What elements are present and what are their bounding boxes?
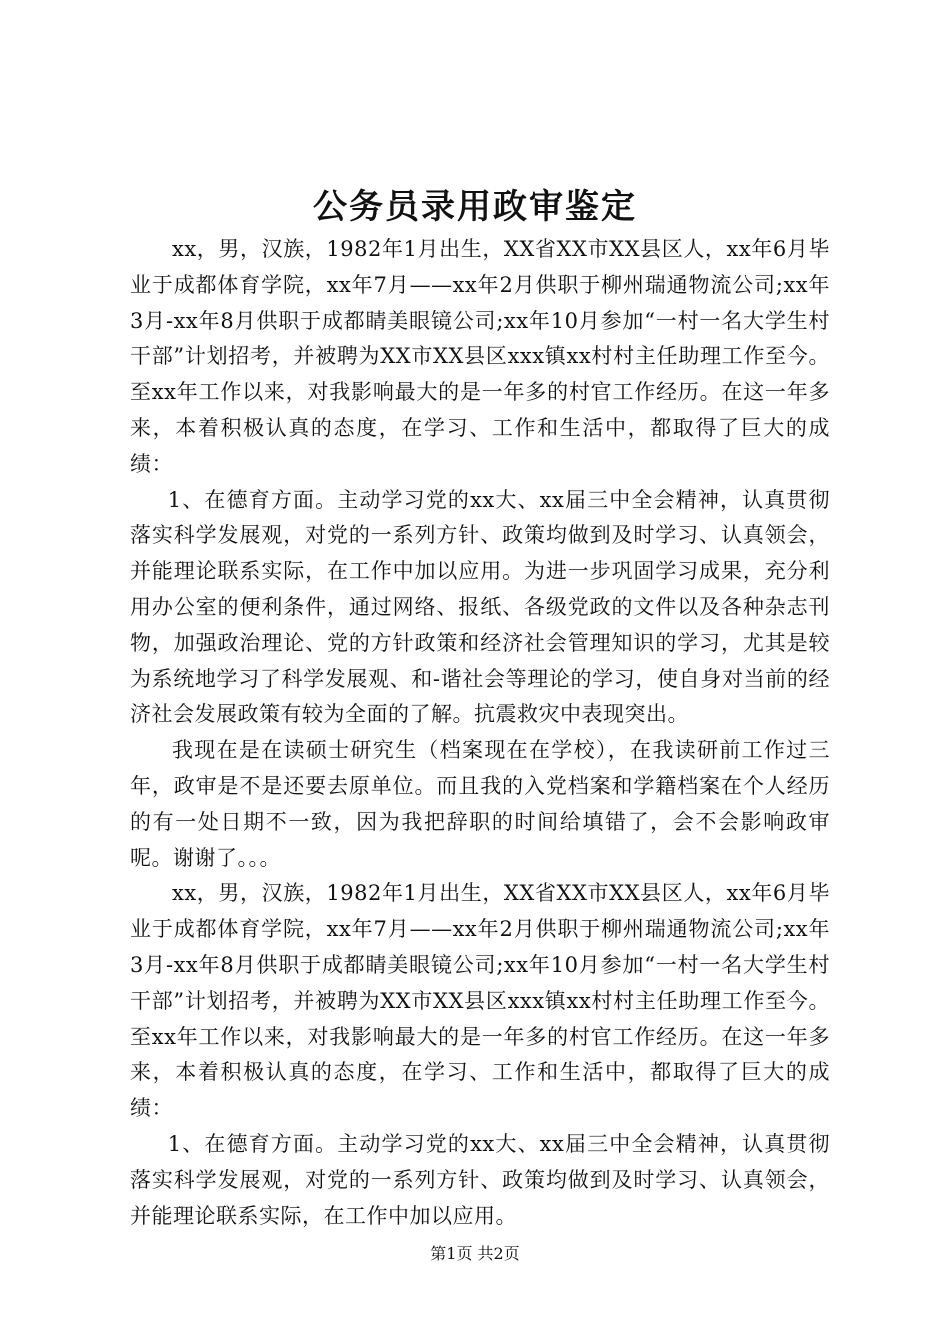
document-body (130, 232, 830, 1234)
paragraph-moral-education: 1、在德育方面。主动学习党的xx大、xx届三中全会精神，认真贯彻落实科学发展观，对党的一系列方针、政策均做到及时学习、认真领会，并能理论联系实际，在工作中加以应用。为进一步巩固学习成果，充分利用办公室的便利条件，通过网络、报纸、各级党政的文件以及各种杂志刊物，加强政治理论、党的方针政策和经济社会管理知识的学习，尤其是较为系统地学习了科学发展观、和-谐社会等理论的学习，使自身对当前的经济社会发展政策有较为全面的了解。抗震救灾中表现突出。 (130, 487, 830, 727)
page-title: 公务员录用政审鉴定 (313, 187, 637, 227)
page-footer: 第1页 共2页 (430, 1244, 520, 1263)
paragraph-question: 我现在是在读硕士研究生（档案现在在学校），在我读研前工作过三年，政审是不是还要去原单位。而且我的入党档案和学籍档案在个人经历的有一处日期不一致，因为我把辞职的时间给填错了，会不会影响政审呢。谢谢了。。。 (130, 738, 830, 870)
paragraph-moral-education-repeat: 1、在德育方面。主动学习党的xx大、xx届三中全会精神，认真贯彻落实科学发展观，对党的一系列方针、政策均做到及时学习、认真领会，并能理论联系实际，在工作中加以应用。 (130, 1131, 830, 1228)
paragraph-intro-repeat: xx，男，汉族，1982年1月出生，XX省XX市XX县区人，xx年6月毕业于成都体育学院，xx年7月——xx年2月供职于柳州瑞通物流公司;xx年3月-xx年8月供职于成都睛美眼镜公司;xx年10月参加“一村一名大学生村干部”计划招考，并被聘为XX市XX县区xxx镇xx村村主任助理工作至今。至xx年工作以来，对我影响最大的是一年多的村官工作经历。在这一年多来，本着积极认真的态度，在学习、工作和生活中，都取得了巨大的成绩： (130, 881, 830, 1121)
paragraph-intro: xx，男，汉族，1982年1月出生，XX省XX市XX县区人，xx年6月毕业于成都体育学院，xx年7月——xx年2月供职于柳州瑞通物流公司;xx年3月-xx年8月供职于成都睛美眼镜公司;xx年10月参加“一村一名大学生村干部”计划招考，并被聘为XX市XX县区xxx镇xx村村主任助理工作至今。至xx年工作以来，对我影响最大的是一年多的村官工作经历。在这一年多来，本着积极认真的态度，在学习、工作和生活中，都取得了巨大的成绩： (130, 237, 830, 476)
